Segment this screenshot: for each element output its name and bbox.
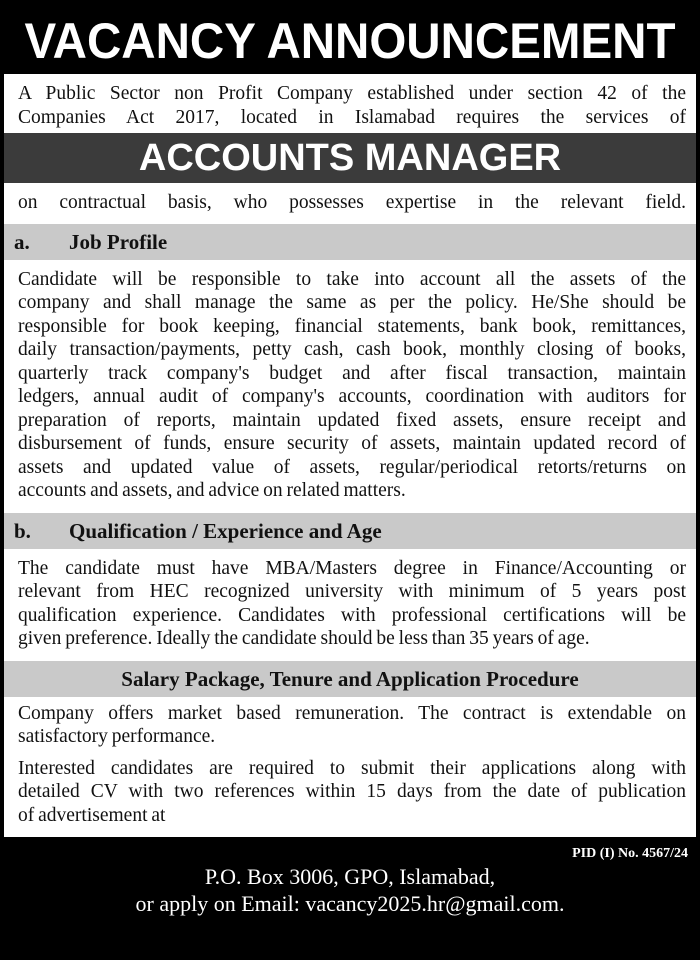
section-heading-salary <box>4 661 696 697</box>
text-line: preparation of reports, maintain updated fixed assets, ensure receipt and <box>18 409 686 431</box>
job-profile-text <box>4 260 696 513</box>
text-line: given preference. Ideally the candidate should be less than 35 years of age. <box>18 628 590 649</box>
pid-number: PID (I) No. 4567/24 <box>572 846 688 861</box>
vacancy-advertisement <box>4 4 696 927</box>
text-line: The candidate must have MBA/Masters degree in Finance/Accounting or <box>18 557 686 579</box>
text-line: ledgers, annual audit of company's accounts, coordination with auditors for <box>18 386 686 407</box>
text-line: qualification experience. Candidates with professional certifications will be <box>18 604 686 626</box>
section-letter: b. <box>14 518 31 543</box>
section-heading-job-profile <box>4 224 696 260</box>
role-title: ACCOUNTS MANAGER <box>4 133 696 183</box>
postal-address: P.O. Box 3006, GPO, Islamabad, <box>204 864 496 889</box>
text-line: Company offers market based remuneration. The contract is extendable on <box>18 702 686 724</box>
intro-text <box>4 74 696 133</box>
text-line: Companies Act 2017, located in Islamabad requires the services of <box>18 106 686 128</box>
text-line: of advertisement at <box>18 804 166 826</box>
qualification-text <box>4 549 696 661</box>
footer <box>0 837 700 931</box>
salary-text <box>4 697 696 749</box>
text-line: Candidate will be responsible to take into account all the assets of the <box>18 268 686 290</box>
page-title: VACANCY ANNOUNCEMENT <box>24 13 676 69</box>
section-heading-qualification <box>4 513 696 549</box>
section-title: Salary Package, Tenure and Application Procedure <box>121 666 579 691</box>
application-text <box>4 749 696 828</box>
email-line: or apply on Email: vacancy2025.hr@gmail.com. <box>135 891 565 916</box>
text-line: relevant from HEC recognized university with minimum of 5 years post <box>18 581 686 602</box>
text-line: assets and updated value of assets, regular/periodical retorts/returns on <box>18 456 686 478</box>
text-line: A Public Sector non Profit Company established under section 42 of the <box>18 83 686 104</box>
section-letter: a. <box>14 229 30 254</box>
section-title: Qualification / Experience and Age <box>69 518 382 543</box>
text-line: accounts and assets, and advice on related matters. <box>18 480 406 501</box>
text-line: responsible for book keeping, financial statements, bank book, remittances, <box>18 315 686 337</box>
basis-text: on contractual basis, who possesses expertise in the relevant field. <box>18 192 686 213</box>
text-line: satisfactory performance. <box>18 726 216 747</box>
text-line: daily transaction/payments, petty cash, cash book, monthly closing of books, <box>18 339 686 360</box>
text-line: quarterly track company's budget and after fiscal transaction, maintain <box>18 362 686 384</box>
text-line: company and shall manage the same as per the policy. He/She should be <box>18 292 686 313</box>
text-line: disbursement of funds, ensure security of assets, maintain updated record of <box>18 433 686 454</box>
text-line: Interested candidates are required to submit their applications along with <box>18 757 686 779</box>
text-line: detailed CV with two references within 15 days from the date of publication <box>18 781 686 802</box>
section-title: Job Profile <box>69 229 168 254</box>
